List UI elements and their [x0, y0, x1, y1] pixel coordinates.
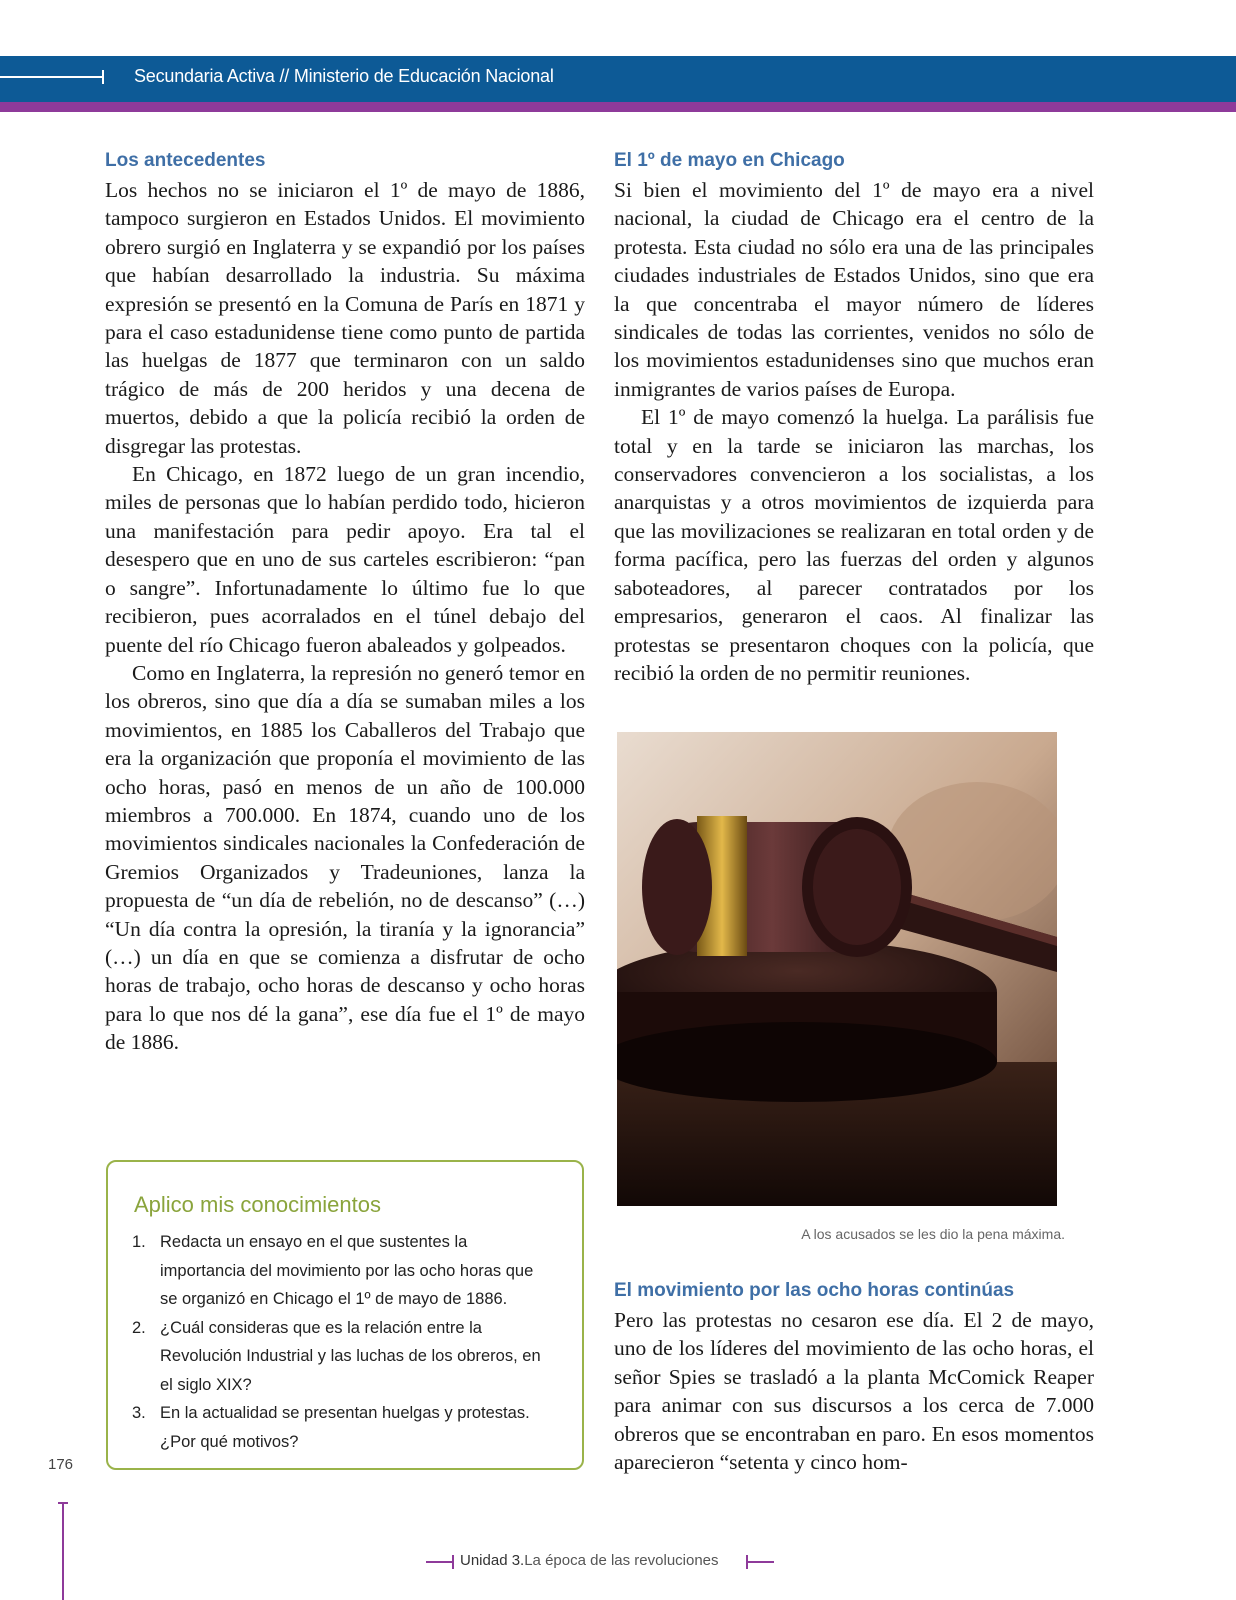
- footer-title: La época de las revoluciones: [524, 1552, 719, 1569]
- footer-tick-left: [452, 1555, 454, 1569]
- paragraph: El 1º de mayo comenzó la huelga. La parálisis fue total y en la tarde se iniciaron las marchas, los conservadores convencieron a los socialistas, a los anarquistas y a otros movimientos de izquierda para que las movilizaciones se realizaran en total orden y de forma pacífica, pero las fuerzas del orden y algunos saboteadores, al parecer contratados por los empresarios, generaron el caos. Al finalizar las protestas se presentaron choques con la policía, que recibió la orden de no permitir reuniones.: [614, 405, 1094, 685]
- header-title: Secundaria Activa // Ministerio de Educación Nacional: [134, 66, 554, 86]
- margin-rule: [62, 1502, 64, 1600]
- footer: [426, 1550, 776, 1574]
- item-text: Redacta un ensayo en el que sustentes la importancia del movimiento por las ocho horas que se organizó en Chicago el 1º de mayo de 1886.: [160, 1233, 534, 1308]
- item-text: ¿Cuál consideras que es la relación entre la Revolución Industrial y las luchas de los obreros, en el siglo XIX?: [160, 1318, 541, 1394]
- section-title-antecedentes: Los antecedentes: [105, 150, 266, 171]
- paragraph: Si bien el movimiento del 1º de mayo era a nivel nacional, la ciudad de Chicago era el centro de la protesta. Esta ciudad no sólo era una de las principales ciudades industriales de Estados Unidos, sino que era la que concentraba el mayor número de líderes sindicales de todas las corrientes, venidos no sólo de los movimientos estadunidenses sino que muchos eran inmigrantes de varios países de Europa.: [614, 178, 1094, 401]
- header-rule-tick: [102, 70, 104, 84]
- item-text: En la actualidad se presentan huelgas y protestas. ¿Por qué motivos?: [160, 1404, 530, 1451]
- header-rule: [0, 76, 104, 78]
- paragraph: Pero las protestas no cesaron ese día. El 2 de mayo, uno de los líderes del movimiento de las ocho horas, el señor Spies se trasladó a la planta McComick Reaper para animar con sus discursos a los cerca de 7.000 obreros que se encontraban en paro. En esos momentos aparecieron “setenta y cinco hom-: [614, 1308, 1094, 1475]
- paragraph: En Chicago, en 1872 luego de un gran incendio, miles de personas que lo habían perdido todo, hicieron una manifestación para pedir apoyo. Era tal el desespero que en uno de sus carteles escribieron: “pan o sangre”. Infortunadamente lo último fue lo que recibieron, pues acorralados en el túnel debajo del puente del río Chicago fueron abaleados y golpeados.: [105, 462, 585, 657]
- left-column: [105, 148, 585, 1057]
- right-column: [614, 148, 1094, 687]
- right-column-continued: [614, 1278, 1094, 1476]
- photo-caption: A los acusados se les dio la pena máxima.: [801, 1226, 1065, 1242]
- item-number: 2.: [132, 1318, 146, 1337]
- list-item: [132, 1399, 552, 1456]
- section-title-ocho-horas: El movimiento por las ocho horas continúas: [614, 1280, 1015, 1301]
- activity-box: [106, 1160, 584, 1470]
- gavel-photo-icon: [617, 732, 1057, 1206]
- header-stripe: [0, 102, 1236, 112]
- list-item: [132, 1228, 552, 1314]
- footer-rule-left: [426, 1561, 452, 1563]
- activity-title: Aplico mis conocimientos: [134, 1192, 381, 1217]
- list-item: [132, 1314, 552, 1400]
- activity-list: [132, 1228, 552, 1456]
- item-number: 3.: [132, 1404, 146, 1422]
- footer-unit: Unidad 3.: [460, 1552, 525, 1569]
- footer-rule-right: [748, 1561, 774, 1563]
- page-number: 176: [48, 1456, 74, 1473]
- footer-text: [460, 1552, 719, 1569]
- paragraph: Como en Inglaterra, la represión no generó temor en los obreros, sino que día a día se sumaban miles a los movimientos, en 1885 los Caballeros del Trabajo que era la organización que proponía el movimiento de las ocho horas, pasó en menos de un año de 100.000 miembros a 700.000. En 1874, cuando uno de los movimientos sindicales nacionales la Confederación de Gremios Organizados y Tradeuniones, lanza la propuesta de “un día de rebelión, no de descanso” (…) “Un día contra la opresión, la tiranía y la ignorancia” (…) un día en que se comienza a disfrutar de ocho horas de trabajo, ocho horas de descanso y ocho horas para lo que nos dé la gana”, ese día fue el 1º de mayo de 1886.: [105, 660, 585, 1055]
- item-number: 1.: [132, 1233, 146, 1251]
- paragraph: Los hechos no se iniciaron el 1º de mayo de 1886, tampoco surgieron en Estados Unidos. El movimiento obrero surgió en Inglaterra y se expandió por los países que habían desarrollado la industria. Su máxima expresión se presentó en la Comuna de París en 1871 y para el caso estadunidense tiene como punto de partida las huelgas de 1877 que terminaron con un saldo trágico de más de 200 heridos y una decena de muertos, debido a que la policía recibió la orden de disgregar las protestas.: [105, 178, 585, 458]
- section-title-chicago: El 1º de mayo en Chicago: [614, 150, 845, 171]
